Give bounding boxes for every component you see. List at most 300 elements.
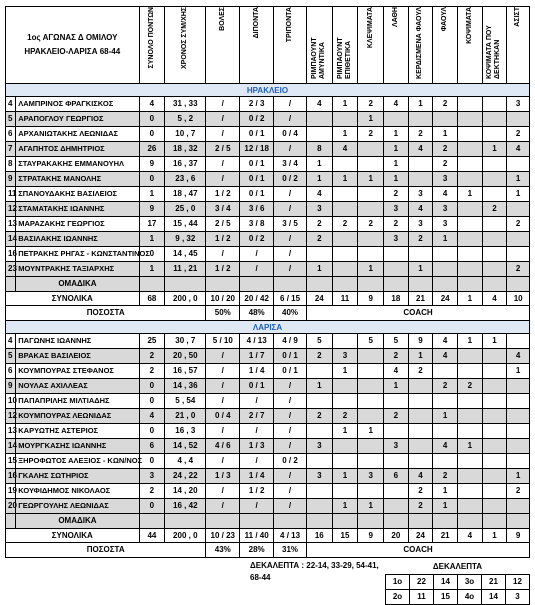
stat-cell — [457, 277, 482, 292]
stat-cell: / — [240, 424, 274, 439]
stat-cell: 4 — [507, 349, 530, 364]
stat-cell — [384, 514, 409, 529]
player-name: ΜΑΡΑΖΑΚΗΣ ΓΕΩΡΓΙΟΣ — [16, 217, 139, 232]
stat-cell: 0 / 2 — [240, 232, 274, 247]
stat-cell: 1 / 2 — [206, 232, 240, 247]
stat-cell — [332, 394, 358, 409]
player-number: 14 — [6, 439, 16, 454]
stat-cell: 1 — [384, 172, 409, 187]
stat-cell — [433, 277, 458, 292]
stat-cell: 3 — [408, 217, 433, 232]
total-cell: 10 — [507, 292, 530, 306]
stat-cell — [482, 172, 507, 187]
total-cell: 18 — [384, 292, 409, 306]
stat-cell — [482, 349, 507, 364]
stat-cell: 1 / 2 — [206, 187, 240, 202]
stat-cell — [457, 112, 482, 127]
player-name: ΝΟΥΛΑΣ ΑΧΙΛΛΕΑΣ — [16, 379, 139, 394]
stat-cell: 1 — [384, 127, 409, 142]
stat-cell — [433, 262, 458, 277]
stat-cell: 3 — [433, 172, 458, 187]
stat-cell: 2 — [457, 379, 482, 394]
stat-cell: 0 / 1 — [240, 127, 274, 142]
stat-cell: / — [274, 394, 307, 409]
stat-cell: 0 / 1 — [240, 187, 274, 202]
player-row — [6, 484, 530, 499]
player-row — [6, 202, 530, 217]
player-name: ΜΟΥΡΓΚΑΣΗΣ ΙΩΑΝΝΗΣ — [16, 439, 139, 454]
percentages-label: ΠΟΣΟΣΤΑ — [6, 543, 206, 558]
stat-cell: / — [206, 157, 240, 172]
stat-cell: 3 — [306, 469, 332, 484]
column-header — [139, 7, 165, 84]
stat-cell: 3 — [332, 349, 358, 364]
quarter-cell: 14 — [482, 590, 506, 605]
player-row — [6, 247, 530, 262]
stat-cell: 2 — [482, 202, 507, 217]
stat-cell — [507, 439, 530, 454]
stat-cell — [433, 112, 458, 127]
stat-cell: 25 , 0 — [165, 202, 206, 217]
stat-cell: 2 / 5 — [206, 142, 240, 157]
stat-cell — [408, 409, 433, 424]
stat-cell — [165, 277, 206, 292]
stat-cell: 0 — [139, 127, 165, 142]
stat-cell: 1 — [358, 172, 384, 187]
player-row — [6, 97, 530, 112]
stat-cell: 2 — [507, 484, 530, 499]
player-number: 5 — [6, 349, 16, 364]
total-cell: 4 — [457, 529, 482, 543]
stat-cell: 9 , 32 — [165, 232, 206, 247]
team-section-row — [6, 84, 530, 97]
player-number: 20 — [6, 499, 16, 514]
column-header — [384, 7, 409, 84]
stat-cell — [139, 514, 165, 529]
stat-cell: 1 — [332, 424, 358, 439]
stat-cell — [306, 424, 332, 439]
stat-cell — [306, 247, 332, 262]
stat-cell — [306, 514, 332, 529]
player-number: 9 — [6, 379, 16, 394]
stat-cell: 5 — [358, 334, 384, 349]
stat-cell: 2 — [384, 217, 409, 232]
stat-cell — [332, 454, 358, 469]
stat-cell — [482, 424, 507, 439]
stat-cell: / — [274, 142, 307, 157]
stat-cell: 1 — [306, 172, 332, 187]
total-cell: 11 — [332, 292, 358, 306]
player-number: 5 — [6, 112, 16, 127]
total-cell: 4 — [482, 292, 507, 306]
stat-cell: 1 — [482, 334, 507, 349]
column-header-label: ΑΣΙΣΤ — [514, 7, 522, 27]
stat-cell: / — [274, 232, 307, 247]
column-header-label: ΚΟΨΙΜΑΤΑ — [465, 7, 473, 44]
stat-cell: 1 — [384, 142, 409, 157]
total-cell: 200 , 0 — [165, 529, 206, 543]
stat-cell — [332, 187, 358, 202]
percentage-cell: 48% — [240, 306, 274, 321]
stat-cell: 0 / 2 — [240, 112, 274, 127]
quarter-row — [386, 575, 530, 590]
total-cell: 24 — [433, 292, 458, 306]
stat-cell: 1 — [332, 97, 358, 112]
stat-cell — [358, 247, 384, 262]
stat-cell: 2 — [384, 349, 409, 364]
stat-cell — [358, 409, 384, 424]
stat-cell — [457, 142, 482, 157]
stat-cell — [206, 277, 240, 292]
stat-cell: 2 — [433, 379, 458, 394]
player-number: 23 — [6, 262, 16, 277]
percentage-cell: 40% — [274, 306, 307, 321]
stat-cell: / — [274, 409, 307, 424]
stat-cell — [507, 202, 530, 217]
stat-cell: / — [274, 187, 307, 202]
stat-cell: 4 — [139, 97, 165, 112]
stat-cell: 6 — [384, 469, 409, 484]
match-title-line2: ΗΡΑΚΛΕΙΟ-ΛΑΡΙΣΑ 68-44 — [24, 47, 121, 56]
stat-cell: 3 / 4 — [274, 157, 307, 172]
quarter-cell: 1ο — [386, 575, 410, 590]
stat-cell — [507, 277, 530, 292]
stat-cell: 2 / 5 — [206, 217, 240, 232]
stat-cell: 26 — [139, 142, 165, 157]
stat-cell: 18 , 32 — [165, 142, 206, 157]
coach-label: COACH — [306, 543, 529, 558]
team-name: ΗΡΑΚΛΕΙΟ — [6, 84, 530, 97]
stat-cell: 15 , 44 — [165, 217, 206, 232]
player-row — [6, 454, 530, 469]
stat-cell — [358, 277, 384, 292]
player-row — [6, 379, 530, 394]
stat-cell — [482, 187, 507, 202]
column-header — [332, 7, 358, 84]
stat-cell: / — [274, 202, 307, 217]
player-number: 16 — [6, 247, 16, 262]
stat-cell: 1 — [306, 262, 332, 277]
stat-cell: 10 , 7 — [165, 127, 206, 142]
stat-cell: 14 , 36 — [165, 379, 206, 394]
stat-cell: 1 — [139, 232, 165, 247]
stat-cell: 5 / 10 — [206, 334, 240, 349]
stat-cell — [358, 142, 384, 157]
stat-cell: 1 — [507, 469, 530, 484]
stat-cell: 3 — [358, 469, 384, 484]
player-number: 10 — [6, 394, 16, 409]
stat-cell — [306, 394, 332, 409]
stat-cell — [332, 439, 358, 454]
stat-cell: 1 — [358, 112, 384, 127]
team-stats-row — [6, 277, 530, 292]
stat-cell: 2 — [384, 409, 409, 424]
stat-cell: 1 — [408, 97, 433, 112]
percentages-row — [6, 543, 530, 558]
stat-cell — [358, 514, 384, 529]
stat-cell: 1 — [433, 232, 458, 247]
stat-cell: 2 — [139, 349, 165, 364]
stat-cell — [306, 499, 332, 514]
stat-cell — [457, 232, 482, 247]
stat-cell — [358, 187, 384, 202]
player-number: 6 — [6, 127, 16, 142]
stat-cell: 1 / 2 — [240, 484, 274, 499]
player-name: ΑΡΧΑΝΙΩΤΑΚΗΣ ΛΕΩΝΙΔΑΣ — [16, 127, 139, 142]
stat-cell: 6 — [139, 439, 165, 454]
player-number: 19 — [6, 484, 16, 499]
stat-cell: 2 — [433, 469, 458, 484]
stat-cell — [408, 439, 433, 454]
stat-cell: 3 / 8 — [240, 217, 274, 232]
stat-cell — [358, 484, 384, 499]
stat-cell: 1 — [507, 187, 530, 202]
stat-cell — [332, 112, 358, 127]
stat-cell — [482, 379, 507, 394]
stat-cell: 1 — [433, 409, 458, 424]
stat-cell: 16 , 37 — [165, 157, 206, 172]
stat-cell — [482, 394, 507, 409]
stat-cell: 2 — [358, 217, 384, 232]
stat-cell: 31 , 33 — [165, 97, 206, 112]
player-name: ΒΑΣΙΛΑΚΗΣ ΙΩΑΝΝΗΣ — [16, 232, 139, 247]
team-stats-label: ΟΜΑΔΙΚΑ — [16, 514, 139, 529]
stat-cell — [408, 394, 433, 409]
stat-cell: 1 — [358, 499, 384, 514]
total-cell: 68 — [139, 292, 165, 306]
stat-cell: 2 — [433, 142, 458, 157]
stat-cell — [358, 454, 384, 469]
stat-cell — [240, 277, 274, 292]
stat-cell — [384, 454, 409, 469]
stat-cell: 1 — [433, 499, 458, 514]
match-title — [6, 7, 140, 84]
stat-cell: 0 / 4 — [274, 127, 307, 142]
stat-cell: / — [274, 97, 307, 112]
stat-cell: 1 — [306, 157, 332, 172]
player-name: ΓΕΩΡΓΟΥΛΗΣ ΛΕΩΝΙΔΑΣ — [16, 499, 139, 514]
column-header-label: ΚΕΡΔΙΣΜΕΝΑ ΦΑΟΥΛ — [416, 7, 424, 79]
stat-cell: / — [274, 262, 307, 277]
stat-cell: / — [206, 247, 240, 262]
stat-cell: 0 — [139, 112, 165, 127]
stat-cell: 3 — [433, 202, 458, 217]
stat-cell — [384, 424, 409, 439]
stat-cell — [408, 172, 433, 187]
column-header — [482, 7, 507, 84]
stat-cell: / — [240, 247, 274, 262]
stat-cell — [332, 334, 358, 349]
stat-cell: 16 , 57 — [165, 364, 206, 379]
player-number: 7 — [6, 142, 16, 157]
percentages-row — [6, 306, 530, 321]
stat-cell — [274, 277, 307, 292]
stat-cell — [358, 394, 384, 409]
stat-cell: / — [274, 424, 307, 439]
player-number: 14 — [6, 232, 16, 247]
stat-cell — [457, 172, 482, 187]
player-row — [6, 439, 530, 454]
player-number: 4 — [6, 334, 16, 349]
stat-cell — [433, 454, 458, 469]
stat-cell: 2 — [384, 187, 409, 202]
team-name: ΛΑΡΙΣΑ — [6, 321, 530, 334]
stat-cell: 4 / 6 — [206, 439, 240, 454]
stat-cell: 4 / 13 — [240, 334, 274, 349]
stat-cell — [408, 277, 433, 292]
stat-cell — [507, 424, 530, 439]
stat-cell: 1 — [332, 172, 358, 187]
stat-cell: 11 , 21 — [165, 262, 206, 277]
stat-cell: 3 — [306, 202, 332, 217]
header-row — [6, 7, 530, 84]
stat-cell — [457, 424, 482, 439]
stat-cell: 23 , 6 — [165, 172, 206, 187]
stat-cell: 1 — [332, 469, 358, 484]
player-name: ΜΟΥΝΤΡΑΚΗΣ ΤΑΞΙΑΡΧΗΣ — [16, 262, 139, 277]
stat-cell — [384, 277, 409, 292]
player-row — [6, 469, 530, 484]
total-cell: 21 — [408, 292, 433, 306]
player-number: 6 — [6, 364, 16, 379]
stat-cell: 5 — [306, 334, 332, 349]
stat-cell: 16 , 3 — [165, 424, 206, 439]
stat-cell — [306, 364, 332, 379]
stat-cell — [358, 232, 384, 247]
stat-cell: 0 / 1 — [240, 172, 274, 187]
stat-cell: 0 / 1 — [240, 379, 274, 394]
stat-cell: 1 — [507, 364, 530, 379]
player-number: 13 — [6, 217, 16, 232]
stat-cell: / — [206, 127, 240, 142]
stat-cell: 3 — [507, 97, 530, 112]
stat-cell: 14 , 45 — [165, 247, 206, 262]
stat-cell: / — [206, 172, 240, 187]
stat-cell — [408, 379, 433, 394]
player-name: ΞΗΡΟΦΩΤΟΣ ΑΛΕΞΙΟΣ - ΚΩΝ/ΝΟΣ — [16, 454, 139, 469]
stat-cell: / — [240, 499, 274, 514]
stat-cell: / — [274, 247, 307, 262]
player-number: 16 — [6, 469, 16, 484]
column-header — [358, 7, 384, 84]
stat-cell — [457, 394, 482, 409]
stat-cell: 2 — [306, 409, 332, 424]
player-number: 12 — [6, 409, 16, 424]
stat-cell — [332, 514, 358, 529]
stat-cell: 1 — [482, 142, 507, 157]
stat-cell: 2 — [358, 127, 384, 142]
stat-cell: 3 — [384, 232, 409, 247]
player-number: 13 — [6, 424, 16, 439]
stat-cell: 2 — [408, 232, 433, 247]
column-header-label: ΡΙΜΠΑΟΥΝΤ ΑΜΥΝΤΙΚΑ — [311, 37, 327, 79]
player-row — [6, 112, 530, 127]
total-cell: 16 — [306, 529, 332, 543]
player-row — [6, 424, 530, 439]
stat-cell — [139, 277, 165, 292]
stat-cell — [507, 247, 530, 262]
stat-cell: 1 — [384, 157, 409, 172]
stat-cell — [482, 97, 507, 112]
column-header-label: ΧΡΟΝΟΣ ΣΥΜ/ΧΗΣ — [181, 7, 189, 69]
player-name: ΠΑΓΩΝΗΣ ΙΩΑΝΝΗΣ — [16, 334, 139, 349]
stat-cell: 2 — [139, 364, 165, 379]
stat-cell: 1 — [139, 187, 165, 202]
stat-cell: 4 — [306, 97, 332, 112]
column-header-label: ΦΑΟΥΛ — [441, 7, 449, 32]
stat-cell: 1 — [139, 262, 165, 277]
stat-cell — [482, 499, 507, 514]
stat-cell: 3 — [408, 187, 433, 202]
stat-cell: 3 — [384, 202, 409, 217]
stat-cell: 1 — [507, 172, 530, 187]
stat-cell: 4 — [408, 469, 433, 484]
column-header-label: ΚΟΨΙΜΑΤΑ ΠΟΥ ΔΕΚΤΗΚΑΝ — [486, 25, 502, 79]
stat-cell — [384, 499, 409, 514]
stat-cell — [482, 127, 507, 142]
stat-cell — [482, 439, 507, 454]
stat-cell: 17 — [139, 217, 165, 232]
stat-cell: 5 , 2 — [165, 112, 206, 127]
quarters-title: ΔΕΚΑΛΕΠΤΑ — [432, 562, 483, 571]
player-number: 8 — [6, 157, 16, 172]
stat-cell: 4 — [332, 142, 358, 157]
player-row — [6, 394, 530, 409]
column-header — [274, 7, 307, 84]
stat-cell — [457, 157, 482, 172]
player-row — [6, 127, 530, 142]
column-header-label: ΣΥΝΟΛΟ ΠΟΝΤΩΝ — [147, 7, 155, 69]
total-cell: 24 — [306, 292, 332, 306]
coach-label: COACH — [306, 306, 529, 321]
player-row — [6, 172, 530, 187]
stat-cell: / — [206, 424, 240, 439]
player-row — [6, 334, 530, 349]
stat-cell: / — [240, 454, 274, 469]
total-cell: 20 / 42 — [240, 292, 274, 306]
stat-cell — [306, 112, 332, 127]
match-title-line1: 1ος ΑΓΩΝΑΣ Δ ΟΜΙΛΟΥ — [27, 33, 118, 42]
stat-cell — [332, 379, 358, 394]
player-row — [6, 157, 530, 172]
player-name: ΚΟΥΦΙΔΗΜΟΣ ΝΙΚΟΛΑΟΣ — [16, 484, 139, 499]
total-cell: 24 — [408, 529, 433, 543]
column-header — [507, 7, 530, 84]
stat-cell: 1 — [306, 379, 332, 394]
stat-cell: 25 — [139, 334, 165, 349]
stat-cell: 1 — [457, 439, 482, 454]
player-number: 9 — [6, 172, 16, 187]
stat-cell: 1 — [358, 262, 384, 277]
stat-cell: 2 — [408, 484, 433, 499]
stat-cell: 2 — [332, 217, 358, 232]
stat-cell — [332, 484, 358, 499]
quarter-cell: 3 — [506, 590, 530, 605]
stat-cell — [482, 514, 507, 529]
column-header-label: ΛΑΘΗ — [391, 7, 399, 28]
stat-cell: 1 — [408, 349, 433, 364]
stat-cell — [507, 334, 530, 349]
stat-cell: 16 , 42 — [165, 499, 206, 514]
stat-cell: / — [206, 484, 240, 499]
stat-cell: / — [206, 499, 240, 514]
team-stats-label: ΟΜΑΔΙΚΑ — [16, 277, 139, 292]
stat-cell — [482, 157, 507, 172]
column-header — [165, 7, 206, 84]
stat-cell: 2 — [507, 127, 530, 142]
stat-cell — [358, 379, 384, 394]
stat-cell — [507, 394, 530, 409]
